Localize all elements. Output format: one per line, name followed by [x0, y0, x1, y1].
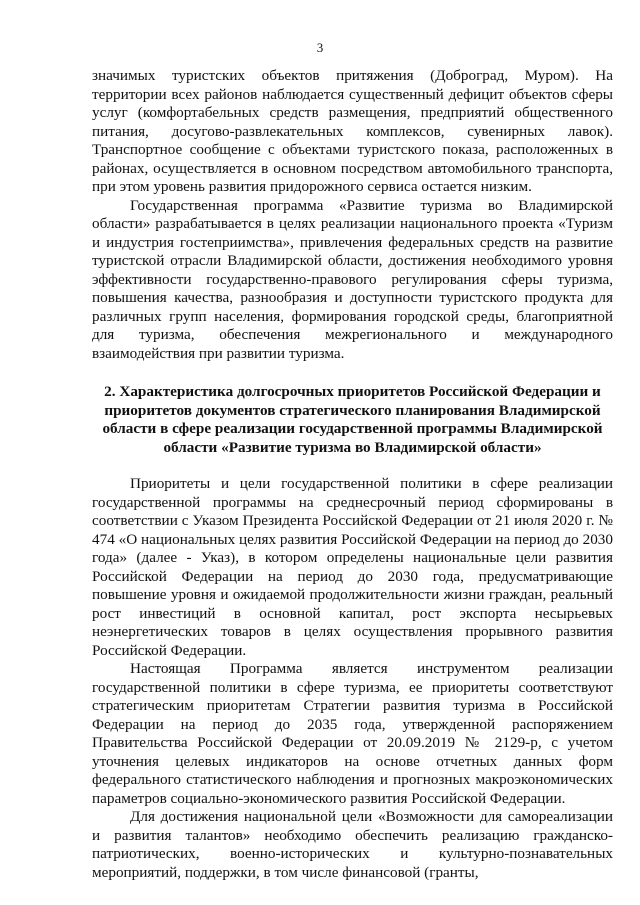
paragraph-program-instrument: Настоящая Программа является инструментом реализации государственной политики в сфере туризма, ее приоритеты соответствуют стратегическим приоритетам Стратегии развития туризма в Российской Федерации на период до 2035 года, утвержденной распоряжением Правительства Российской Федерации от 20.09.2019 № 2129-р, с учетом уточнения целевых индикаторов на основе отчетных данных форм федерального статистического наблюдения и прогнозных макроэкономических параметров социально-экономического развития Российской Федерации. [92, 660, 613, 807]
paragraph-continuation: значимых туристских объектов притяжения (Доброград, Муром). На территории всех районов наблюдается существенный дефицит объектов сферы услуг (комфортабельных средств размещения, предприятий общественного питания, досугово-развлекательных комплексов, сувенирных лавок). Транспортное сообщение с объектами туристского показа, расположенных в районах, осуществляется в основном посредством автомобильного транспорта, при этом уровень развития придорожного сервиса остается низким. [92, 67, 613, 195]
paragraph-priorities: Приоритеты и цели государственной политики в сфере реализации государственной программы на среднесрочный период сформированы в соответствии с Указом Президента Российской Федерации от 21 июля 2020 г. № 474 «О национальных целях развития Российской Федерации на период до 2030 года» (далее - Указ), в котором определены национальные цели развития Российской Федерации на период до 2030 года, предусматривающие повышение уровня и ожидаемой продолжительности жизни граждан, реальный рост инвестиций в основной капитал, рост экспорта несырьевых неэнергетических товаров в целях осуществления прорывного развития Российской Федерации. [92, 475, 613, 659]
document-body [92, 67, 613, 882]
paragraph-national-goal: Для достижения национальной цели «Возможности для самореализации и развития талантов» необходимо обеспечить реализацию гражданско-патриотических, военно-исторических и культурно-познавательных мероприятий, поддержки, в том числе финансовой (гранты, [92, 808, 613, 881]
page-number: 3 [316, 40, 324, 55]
section-heading: 2. Характеристика долгосрочных приоритетов Российской Федерации и приоритетов документов стратегического планирования Владимирской области в сфере реализации государственной программы Владимирской области «Развитие туризма во Владимирской области» [102, 383, 603, 456]
paragraph-program-purpose: Государственная программа «Развитие туризма во Владимирской области» разрабатывается в целях реализации национального проекта «Туризм и индустрия гостеприимства», привлечения федеральных средств на развитие туристской отрасли Владимирской области, достижения необходимого уровня эффективности государственно-правового регулирования сферы туризма, повышения качества, разнообразия и доступности туристского продукта для различных групп населения, формирования городской среды, благоприятной для туризма, обеспечения межрегионального и международного взаимодействия при развитии туризма. [92, 196, 613, 362]
